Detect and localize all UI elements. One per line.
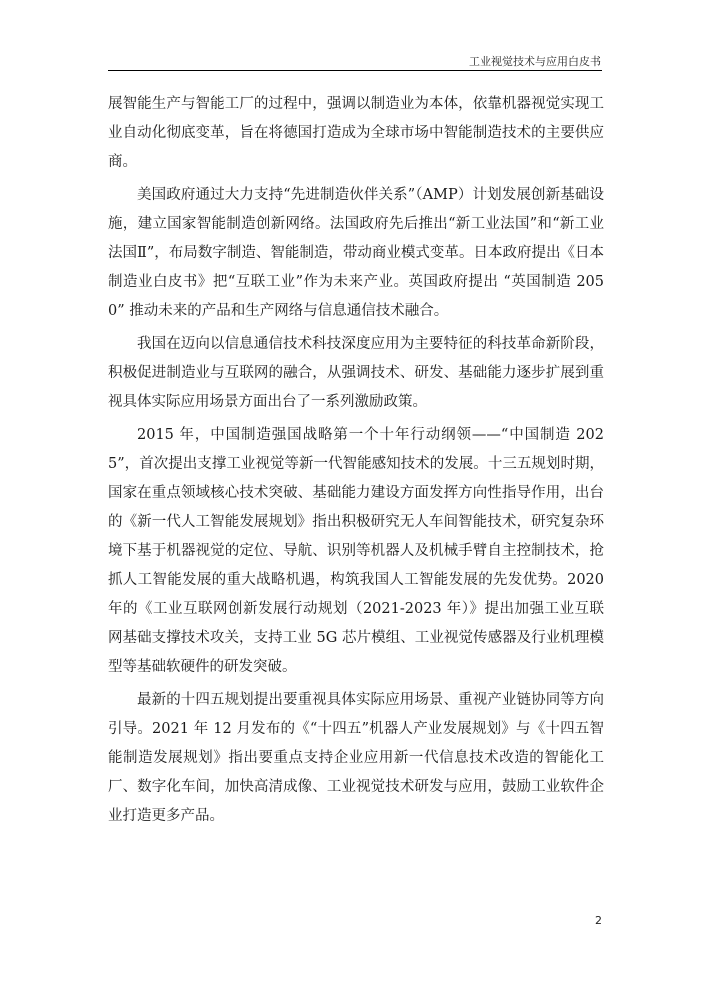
page-number: 2 [595,914,602,927]
paragraph-4: 2015 年，中国制造强国战略第一个十年行动纲领——“中国制造 2025”，首次提出支撑工业视觉等新一代智能感知技术的发展。十三五规划时期，国家在重点领域核心技术突破、基础能力建设方面发挥方向性指导作用，出台的《新一代人工智能发展规划》指出积极研究无人车间智能技术，研究复杂环境下基于机器视觉的定位、导航、识别等机器人及机械手臂自主控制技术，抢抓人工智能发展的重大战略机遇，构筑我国人工智能发展的先发优势。2020 年的《工业互联网创新发展行动规划（2021-2023 年）》提出加强工业互联网基础支撑技术攻关，支持工业 5G 芯片模组、工业视觉传感器及行业机理模型等基础软硬件的研发突破。 [108,427,604,675]
paragraph-3: 我国在迈向以信息通信技术科技深度应用为主要特征的科技革命新阶段，积极促进制造业与互联网的融合，从强调技术、研发、基础能力逐步扩展到重视具体实际应用场景方面出台了一系列激励政策。 [108,336,604,410]
paragraph-2: 美国政府通过大力支持“先进制造伙伴关系”（AMP）计划发展创新基础设施，建立国家智能制造创新网络。法国政府先后推出“新工业法国”和“新工业法国Ⅱ”，布局数字制造、智能制造，带动商业模式变革。日本政府提出《日本制造业白皮书》把“互联工业”作为未来产业。英国政府提出 “英国制造 2050” 推动未来的产品和生产网络与信息通信技术融合。 [108,187,604,319]
paragraph-1: 展智能生产与智能工厂的过程中，强调以制造业为本体，依靠机器视觉实现工业自动化彻底变革，旨在将德国打造成为全球市场中智能制造技术的主要供应商。 [108,96,604,170]
paragraph-5: 最新的十四五规划提出要重视具体实际应用场景、重视产业链协同等方向引导。2021 年 12 月发布的《“十四五”机器人产业发展规划》与《十四五智能制造发展规划》指出要重点支持企业应用新一代信息技术改造的智能化工厂、数字化车间，加快高清成像、工业视觉技术研发与应用，鼓励工业软件企业打造更多产品。 [108,692,604,824]
page-header [108,50,602,71]
header-title: 工业视觉技术与应用白皮书 [469,55,601,68]
document-body [108,90,604,835]
